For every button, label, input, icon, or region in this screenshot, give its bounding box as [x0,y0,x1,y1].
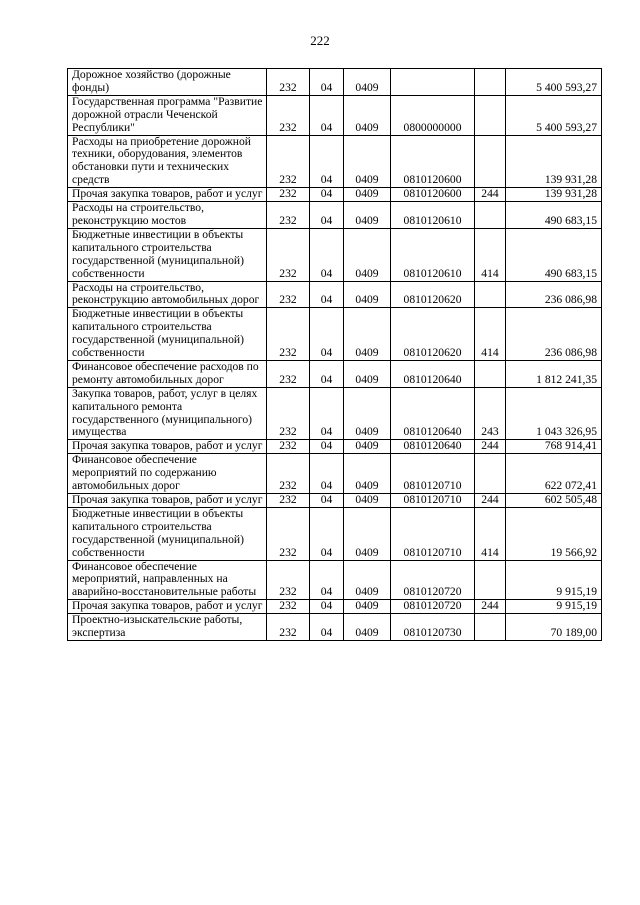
expense-type-cell: 414 [475,507,506,560]
expense-type-cell [475,69,506,96]
section-code-cell: 04 [310,228,344,281]
ministry-code-cell: 232 [267,188,310,202]
section-code-cell: 04 [310,454,344,494]
row-name-cell: Расходы на строительство, реконструкцию мостов [68,202,267,229]
ministry-code-cell: 232 [267,95,310,135]
table-row [68,507,602,560]
row-name-cell: Расходы на строительство, реконструкцию автомобильных дорог [68,281,267,308]
target-code-cell: 0810120610 [391,228,475,281]
section-code-cell: 04 [310,494,344,508]
ministry-code-cell: 232 [267,507,310,560]
expense-type-cell [475,135,506,188]
target-code-cell: 0810120640 [391,360,475,387]
row-name-cell: Прочая закупка товаров, работ и услуг [68,440,267,454]
section-code-cell: 04 [310,387,344,440]
amount-cell: 1 043 326,95 [506,387,602,440]
subsection-code-cell: 0409 [344,188,391,202]
page-number: 222 [310,33,330,48]
amount-cell: 622 072,41 [506,454,602,494]
row-name-cell: Прочая закупка товаров, работ и услуг [68,494,267,508]
expense-type-cell [475,202,506,229]
section-code-cell: 04 [310,600,344,614]
subsection-code-cell: 0409 [344,600,391,614]
table-row [68,494,602,508]
subsection-code-cell: 0409 [344,95,391,135]
subsection-code-cell: 0409 [344,614,391,641]
table-row [68,69,602,96]
amount-cell: 19 566,92 [506,507,602,560]
amount-cell: 70 189,00 [506,614,602,641]
table-row [68,281,602,308]
section-code-cell: 04 [310,281,344,308]
ministry-code-cell: 232 [267,281,310,308]
expense-type-cell [475,560,506,600]
expense-type-cell: 244 [475,494,506,508]
subsection-code-cell: 0409 [344,135,391,188]
section-code-cell: 04 [310,360,344,387]
table-row [68,202,602,229]
section-code-cell: 04 [310,308,344,361]
row-name-cell: Прочая закупка товаров, работ и услуг [68,188,267,202]
subsection-code-cell: 0409 [344,387,391,440]
ministry-code-cell: 232 [267,614,310,641]
row-name-cell: Дорожное хозяйство (дорожные фонды) [68,69,267,96]
row-name-cell: Расходы на приобретение дорожной техники, оборудования, элементов обстановки пути и технических средств [68,135,267,188]
table-row [68,614,602,641]
table-row [68,188,602,202]
amount-cell: 602 505,48 [506,494,602,508]
section-code-cell: 04 [310,95,344,135]
expense-type-cell: 414 [475,228,506,281]
ministry-code-cell: 232 [267,202,310,229]
table-row [68,560,602,600]
row-name-cell: Бюджетные инвестиции в объекты капитального строительства государственной (муниципальной) собственности [68,228,267,281]
table-row [68,308,602,361]
subsection-code-cell: 0409 [344,494,391,508]
amount-cell: 490 683,15 [506,228,602,281]
expense-type-cell [475,281,506,308]
table-row [68,135,602,188]
section-code-cell: 04 [310,507,344,560]
amount-cell: 236 086,98 [506,281,602,308]
amount-cell: 768 914,41 [506,440,602,454]
amount-cell: 490 683,15 [506,202,602,229]
target-code-cell: 0810120710 [391,494,475,508]
section-code-cell: 04 [310,69,344,96]
subsection-code-cell: 0409 [344,228,391,281]
ministry-code-cell: 232 [267,387,310,440]
target-code-cell: 0810120600 [391,135,475,188]
target-code-cell: 0810120710 [391,507,475,560]
subsection-code-cell: 0409 [344,308,391,361]
section-code-cell: 04 [310,440,344,454]
row-name-cell: Финансовое обеспечение мероприятий по содержанию автомобильных дорог [68,454,267,494]
budget-table-body [68,69,602,641]
expense-type-cell [475,95,506,135]
amount-cell: 9 915,19 [506,600,602,614]
section-code-cell: 04 [310,135,344,188]
target-code-cell: 0810120720 [391,560,475,600]
target-code-cell: 0810120730 [391,614,475,641]
amount-cell: 1 812 241,35 [506,360,602,387]
ministry-code-cell: 232 [267,69,310,96]
ministry-code-cell: 232 [267,360,310,387]
budget-table [67,68,602,641]
subsection-code-cell: 0409 [344,440,391,454]
row-name-cell: Финансовое обеспечение мероприятий, направленных на аварийно-восстановительные работы [68,560,267,600]
table-row [68,600,602,614]
subsection-code-cell: 0409 [344,202,391,229]
ministry-code-cell: 232 [267,454,310,494]
amount-cell: 139 931,28 [506,188,602,202]
section-code-cell: 04 [310,188,344,202]
subsection-code-cell: 0409 [344,69,391,96]
target-code-cell: 0810120640 [391,387,475,440]
amount-cell: 5 400 593,27 [506,69,602,96]
table-row [68,440,602,454]
table-row [68,387,602,440]
expense-type-cell [475,360,506,387]
subsection-code-cell: 0409 [344,360,391,387]
subsection-code-cell: 0409 [344,454,391,494]
target-code-cell: 0800000000 [391,95,475,135]
ministry-code-cell: 232 [267,228,310,281]
ministry-code-cell: 232 [267,135,310,188]
expense-type-cell: 244 [475,600,506,614]
row-name-cell: Прочая закупка товаров, работ и услуг [68,600,267,614]
amount-cell: 5 400 593,27 [506,95,602,135]
target-code-cell: 0810120620 [391,281,475,308]
expense-type-cell: 244 [475,188,506,202]
target-code-cell: 0810120710 [391,454,475,494]
expense-type-cell [475,454,506,494]
row-name-cell: Финансовое обеспечение расходов по ремонту автомобильных дорог [68,360,267,387]
target-code-cell: 0810120720 [391,600,475,614]
table-row [68,95,602,135]
ministry-code-cell: 232 [267,494,310,508]
expense-type-cell [475,614,506,641]
table-row [68,360,602,387]
amount-cell: 139 931,28 [506,135,602,188]
target-code-cell: 0810120640 [391,440,475,454]
target-code-cell [391,69,475,96]
ministry-code-cell: 232 [267,560,310,600]
subsection-code-cell: 0409 [344,560,391,600]
ministry-code-cell: 232 [267,440,310,454]
row-name-cell: Закупка товаров, работ, услуг в целях капитального ремонта государственного (муниципального) имущества [68,387,267,440]
section-code-cell: 04 [310,202,344,229]
amount-cell: 236 086,98 [506,308,602,361]
ministry-code-cell: 232 [267,600,310,614]
subsection-code-cell: 0409 [344,507,391,560]
target-code-cell: 0810120600 [391,188,475,202]
table-row [68,228,602,281]
row-name-cell: Проектно-изыскательские работы, экспертиза [68,614,267,641]
amount-cell: 9 915,19 [506,560,602,600]
row-name-cell: Государственная программа "Развитие дорожной отрасли Чеченской Республики" [68,95,267,135]
section-code-cell: 04 [310,614,344,641]
section-code-cell: 04 [310,560,344,600]
row-name-cell: Бюджетные инвестиции в объекты капитального строительства государственной (муниципальной) собственности [68,507,267,560]
target-code-cell: 0810120610 [391,202,475,229]
expense-type-cell: 244 [475,440,506,454]
subsection-code-cell: 0409 [344,281,391,308]
table-row [68,454,602,494]
target-code-cell: 0810120620 [391,308,475,361]
expense-type-cell: 414 [475,308,506,361]
expense-type-cell: 243 [475,387,506,440]
row-name-cell: Бюджетные инвестиции в объекты капитального строительства государственной (муниципальной) собственности [68,308,267,361]
ministry-code-cell: 232 [267,308,310,361]
